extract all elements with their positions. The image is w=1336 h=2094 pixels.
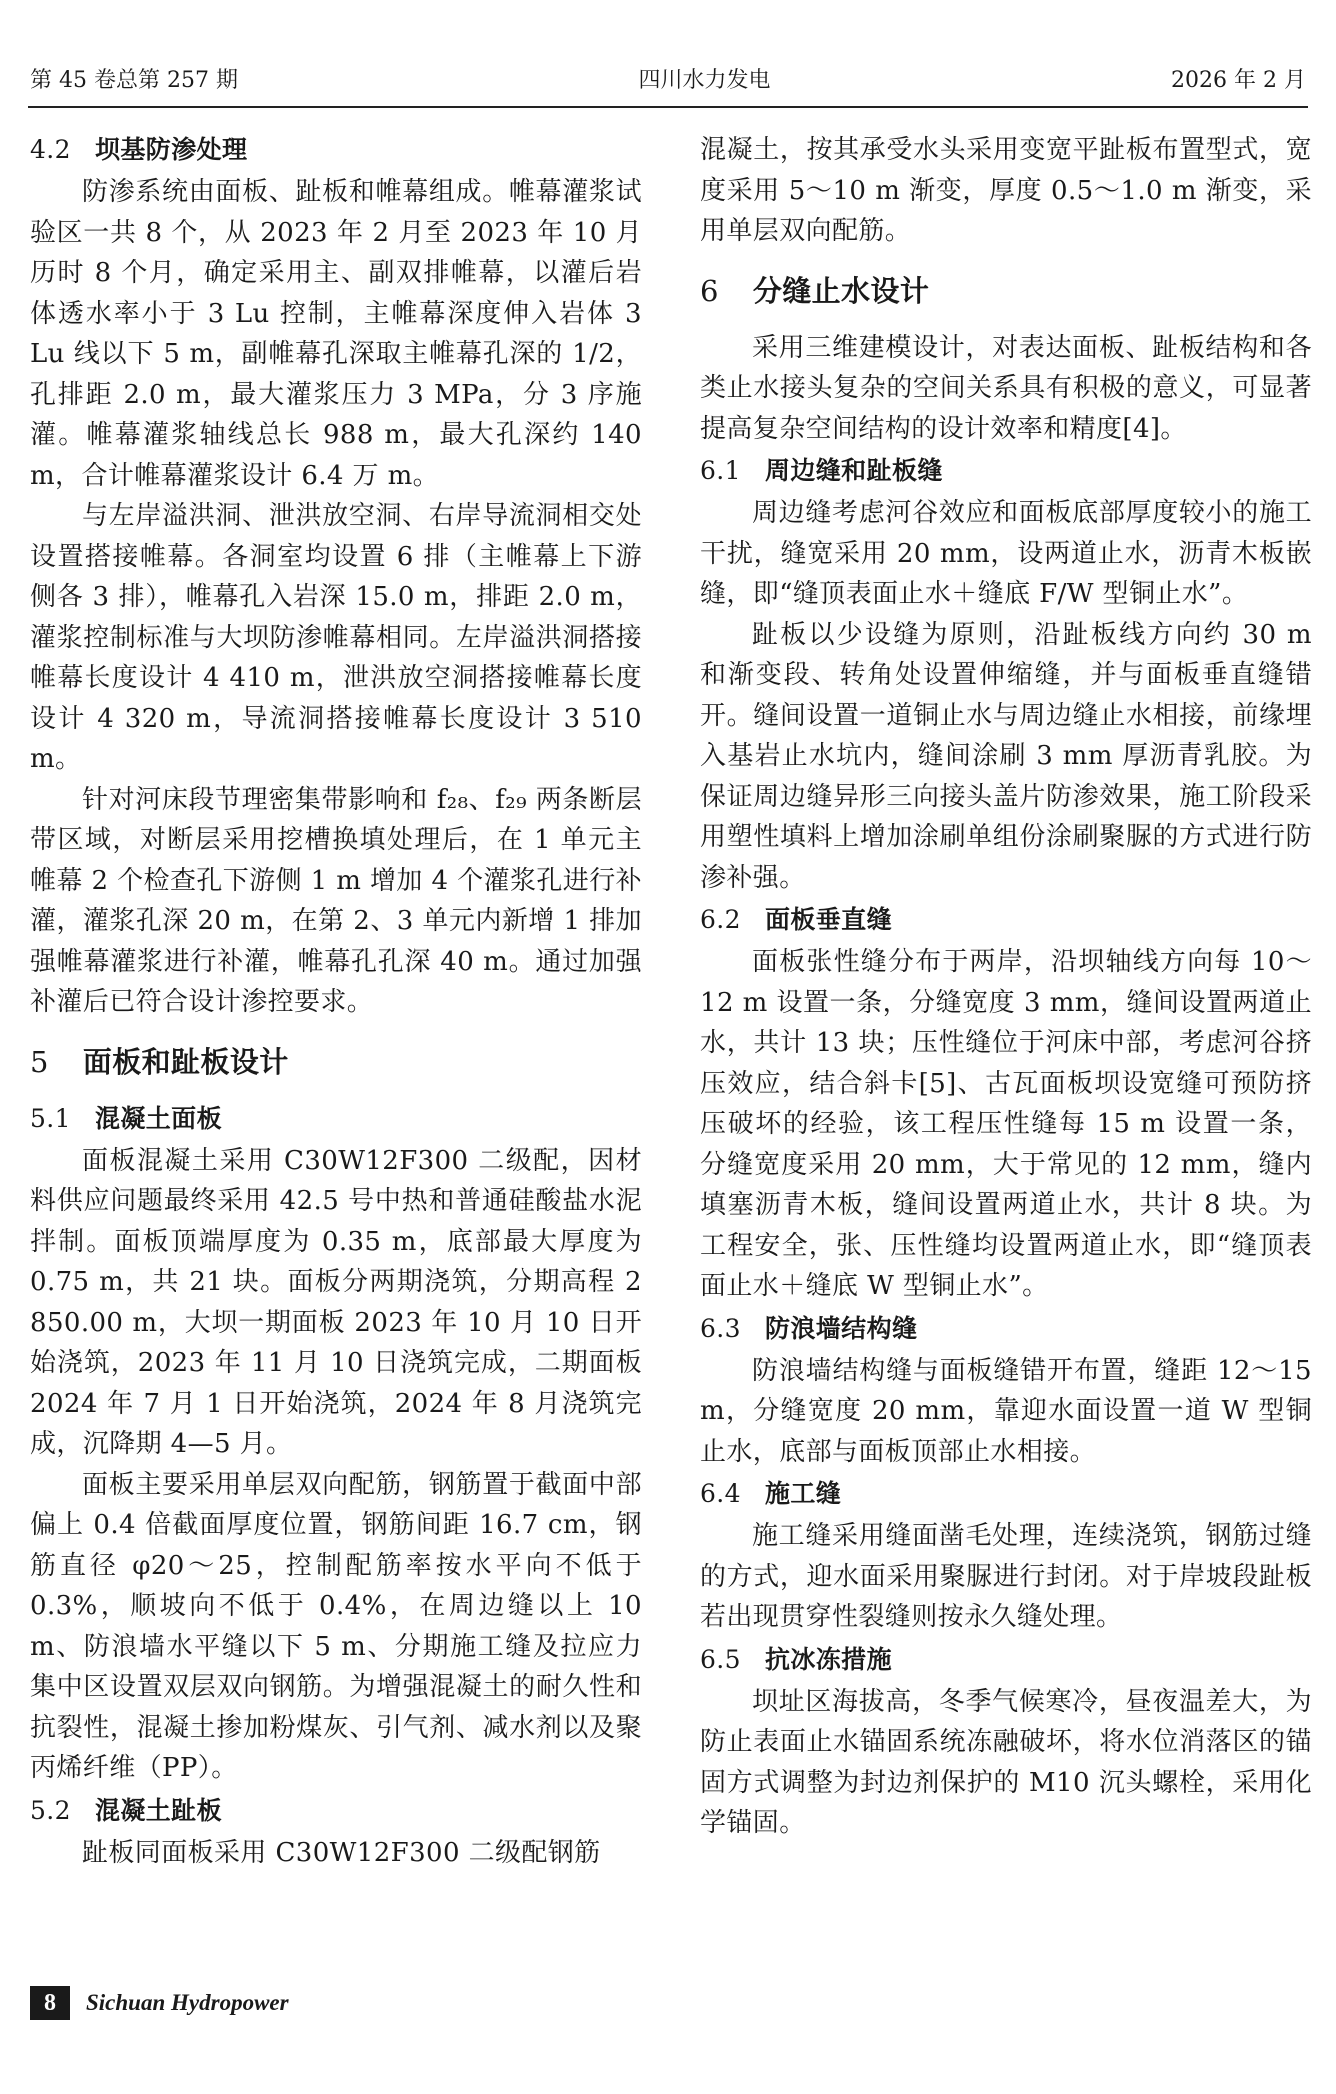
paragraph: 采用三维建模设计，对表达面板、趾板结构和各类止水接头复杂的空间关系具有积极的意义，可显著提高复杂空间结构的设计效率和精度[4]。 — [700, 332, 1312, 444]
section-heading: 5.2 混凝土趾板 — [30, 1795, 222, 1825]
page-number: 8 — [30, 1986, 70, 2020]
header-divider — [28, 106, 1308, 108]
section-heading: 6.2 面板垂直缝 — [700, 905, 892, 934]
section-heading: 4.2 坝基防渗处理 — [30, 135, 248, 164]
paragraph: 面板混凝土采用 C30W12F300 二级配，因材料供应问题最终采用 42.5 号中热和普通硅酸盐水泥拌制。面板顶端厚度为 0.35 m，底部最大厚度为 0.75 m，共 21 块。面板分两期浇筑，分期高程 2 850.00 m，大坝一期面板 2023 年 10 月 10 日开始浇筑，2023 年 11 月 10 日浇筑完成，二期面板 2024 年 7 月 1 日开始浇筑，2024 年 8 月浇筑完成，沉降期 4—5 月。 — [30, 1145, 642, 1459]
right-column — [700, 130, 1312, 1844]
section-heading: 5.1 混凝土面板 — [30, 1103, 222, 1133]
paragraph: 与左岸溢洪洞、泄洪放空洞、右岸导流洞相交处设置搭接帷幕。各洞室均设置 6 排（主帷幕上下游侧各 3 排），帷幕孔入岩深 15.0 m，排距 2.0 m，灌浆控制标准与大坝防渗帷幕相同。左岸溢洪洞搭接帷幕长度设计 4 410 m，泄洪放空洞搭接帷幕长度设计 4 320 m，导流洞搭接帷幕长度设计 3 510 m。 — [30, 501, 642, 774]
paragraph: 施工缝采用缝面凿毛处理，连续浇筑，钢筋过缝的方式，迎水面采用聚脲进行封闭。对于岸坡段趾板若出现贯穿性裂缝则按永久缝处理。 — [700, 1521, 1312, 1632]
paragraph: 面板主要采用单层双向配筋，钢筋置于截面中部偏上 0.4 倍截面厚度位置，钢筋间距 16.7 cm，钢筋直径 φ20～25，控制配筋率按水平向不低于 0.3%，顺坡向不低于 0.4%，在周边缝以上 10 m、防浪墙水平缝以下 5 m、分期施工缝及拉应力集中区设置双层双向钢筋。为增强混凝土的耐久性和抗裂性，混凝土掺加粉煤灰、引气剂、减水剂以及聚丙烯纤维（PP）。 — [30, 1469, 642, 1783]
paragraph: 防渗系统由面板、趾板和帷幕组成。帷幕灌浆试验区一共 8 个，从 2023 年 2 月至 2023 年 10 月历时 8 个月，确定采用主、副双排帷幕，以灌后岩体透水率小于 3 Lu 控制，主帷幕深度伸入岩体 3 Lu 线以下 5 m，副帷幕孔深取主帷幕孔深的 1/2，孔排距 2.0 m，最大灌浆压力 3 MPa，分 3 序施灌。帷幕灌浆轴线总长 988 m，最大孔深约 140 m，合计帷幕灌浆设计 6.4 万 m。 — [30, 177, 642, 491]
running-header — [30, 58, 1306, 98]
section-heading: 6.4 施工缝 — [700, 1479, 842, 1508]
header-journal: 四川水力发电 — [638, 67, 771, 93]
paragraph: 周边缝考虑河谷效应和面板底部厚度较小的施工干扰，缝宽采用 20 mm，设两道止水，沥青木板嵌缝，即“缝顶表面止水＋缝底 F/W 型铜止水”。 — [700, 498, 1312, 609]
section-heading: 6.3 防浪墙结构缝 — [700, 1313, 918, 1343]
header-date: 2026 年 2 月 — [1171, 67, 1306, 93]
paragraph: 混凝土，按其承受水头采用变宽平趾板布置型式，宽度采用 5～10 m 渐变，厚度 0.5～1.0 m 渐变，采用单层双向配筋。 — [700, 135, 1312, 246]
paragraph: 坝址区海拔高，冬季气候寒冷，昼夜温差大，为防止表面止水锚固系统冻融破坏，将水位消落区的锚固方式调整为封边剂保护的 M10 沉头螺栓，采用化学锚固。 — [700, 1686, 1312, 1838]
section-heading: 6.1 周边缝和趾板缝 — [700, 456, 943, 485]
paragraph: 面板张性缝分布于两岸，沿坝轴线方向每 10～12 m 设置一条，分缝宽度 3 mm，缝间设置两道止水，共计 13 块；压性缝位于河床中部，考虑河谷挤压效应，结合斜卡[5]、古瓦面板坝设宽缝可预防挤压破坏的经验，该工程压性缝每 15 m 设置一条，分缝宽度采用 20 mm，大于常见的 12 mm，缝内填塞沥青木板，缝间设置两道止水，共计 8 块。为工程安全，张、压性缝均设置两道止水，即“缝顶表面止水＋缝底 W 型铜止水”。 — [700, 947, 1312, 1301]
paragraph: 针对河床段节理密集带影响和 f₂₈、f₂₉ 两条断层带区域，对断层采用挖槽换填处理后，在 1 单元主帷幕 2 个检查孔下游侧 1 m 增加 4 个灌浆孔进行补灌，灌浆孔深 20 m，在第 2、3 单元内新增 1 排加强帷幕灌浆进行补灌，帷幕孔孔深 40 m。通过加强补灌后已符合设计渗控要求。 — [30, 784, 642, 1017]
section-heading: 6 分缝止水设计 — [700, 273, 930, 308]
page-footer — [30, 1986, 289, 2020]
section-heading: 6.5 抗冰冻措施 — [700, 1644, 892, 1674]
section-heading: 5 面板和趾板设计 — [30, 1044, 289, 1079]
left-column — [30, 130, 642, 1873]
paragraph: 防浪墙结构缝与面板缝错开布置，缝距 12～15 m，分缝宽度 20 mm，靠迎水面设置一道 W 型铜止水，底部与面板顶部止水相接。 — [700, 1355, 1312, 1467]
header-issue: 第 45 卷总第 257 期 — [30, 67, 238, 93]
paragraph: 趾板同面板采用 C30W12F300 二级配钢筋 — [82, 1837, 601, 1868]
journal-english-name: Sichuan Hydropower — [86, 1990, 289, 2015]
paragraph: 趾板以少设缝为原则，沿趾板线方向约 30 m 和渐变段、转角处设置伸缩缝，并与面板垂直缝错开。缝间设置一道铜止水与周边缝止水相接，前缘埋入基岩止水坑内，缝间涂刷 3 mm 厚沥青乳胶。为保证周边缝异形三向接头盖片防渗效果，施工阶段采用塑性填料上增加涂刷单组份涂刷聚脲的方式进行防渗补强。 — [700, 619, 1312, 893]
